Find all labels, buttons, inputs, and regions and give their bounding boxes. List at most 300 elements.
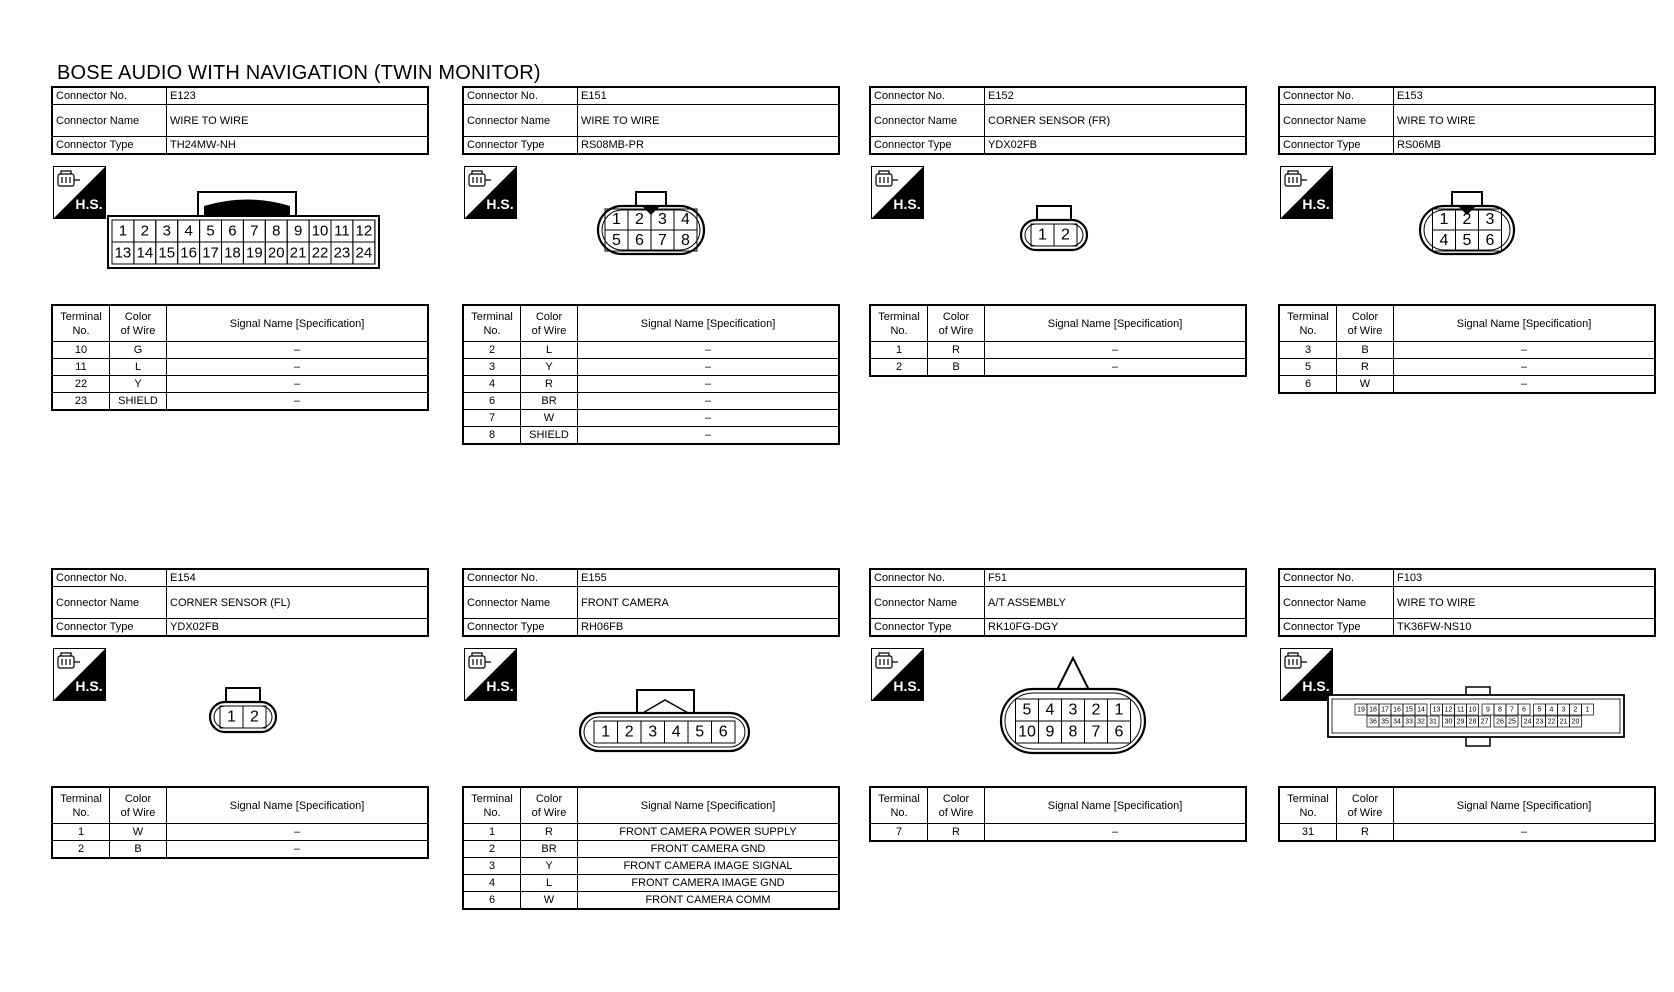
pin-label: 5 <box>1537 706 1542 714</box>
table-row <box>52 393 428 411</box>
wire-color-cell: W <box>110 824 167 841</box>
pin-label: 24 <box>355 244 373 262</box>
connector-name-label: Connector Name <box>1279 105 1394 137</box>
hs-label: H.S. <box>75 678 103 694</box>
connector-no-value: E155 <box>578 569 840 587</box>
table-row <box>52 359 428 376</box>
connector-face-diagram <box>205 680 281 740</box>
wire-color-cell: B <box>110 841 167 859</box>
pin-label: 2 <box>1061 226 1070 244</box>
hs-label: H.S. <box>486 678 514 694</box>
pin-label: 22 <box>1547 718 1556 726</box>
connector-type-label: Connector Type <box>1279 137 1394 155</box>
connector-name-label: Connector Name <box>463 587 578 619</box>
pin-label: 3 <box>648 723 658 741</box>
table-row <box>52 376 428 393</box>
pin-label: 3 <box>1485 211 1495 228</box>
connector-name-label: Connector Name <box>463 105 578 137</box>
pin-label: 5 <box>695 723 705 741</box>
pin-label: 9 <box>293 222 303 240</box>
signal-name-header: Signal Name [Specification] <box>1394 305 1656 342</box>
color-of-wire-header: Color of Wire <box>928 787 985 824</box>
terminal-no-header: Terminal No. <box>870 305 928 342</box>
hs-label: H.S. <box>893 678 921 694</box>
hs-icon <box>53 166 106 219</box>
signal-name-cell: FRONT CAMERA GND <box>578 841 840 858</box>
connector-name-value: WIRE TO WIRE <box>578 105 840 137</box>
color-of-wire-header: Color of Wire <box>928 305 985 342</box>
terminal-no-cell: 4 <box>463 875 521 892</box>
wire-color-cell: R <box>1337 359 1394 376</box>
pin-label: 2 <box>250 708 259 726</box>
hs-label: H.S. <box>893 196 921 212</box>
terminal-signal-table <box>1278 304 1656 394</box>
connector-no-value: F51 <box>985 569 1247 587</box>
connector-type-label: Connector Type <box>870 619 985 637</box>
connector-no-label: Connector No. <box>463 569 578 587</box>
hs-icon <box>871 166 924 219</box>
connector-name-value: WIRE TO WIRE <box>1394 105 1656 137</box>
table-row <box>1279 824 1655 842</box>
hs-icon <box>1280 166 1333 219</box>
wire-color-cell: Y <box>521 858 578 875</box>
pin-label: 11 <box>334 222 350 240</box>
signal-name-cell: – <box>167 359 429 376</box>
connector-name-label: Connector Name <box>1279 587 1394 619</box>
connector-block <box>51 86 429 446</box>
terminal-no-header: Terminal No. <box>52 787 110 824</box>
connector-no-label: Connector No. <box>52 569 167 587</box>
pin-label: 14 <box>1417 706 1425 714</box>
table-row <box>463 824 839 841</box>
hs-label: H.S. <box>1302 678 1330 694</box>
pin-label: 3 <box>658 211 667 228</box>
pin-label: 5 <box>206 222 215 240</box>
pin-label: 3 <box>1561 706 1566 714</box>
connector-type-label: Connector Type <box>52 137 167 155</box>
table-row <box>463 359 839 376</box>
table-row <box>52 342 428 359</box>
wire-color-cell: L <box>521 875 578 892</box>
wire-color-cell: SHIELD <box>521 427 578 445</box>
connector-type-label: Connector Type <box>870 137 985 155</box>
connector-no-label: Connector No. <box>870 87 985 105</box>
signal-name-cell: FRONT CAMERA IMAGE SIGNAL <box>578 858 840 875</box>
connector-no-label: Connector No. <box>52 87 167 105</box>
pin-label: 8 <box>272 222 281 240</box>
wire-color-cell: R <box>928 824 985 842</box>
connector-block <box>1278 568 1656 928</box>
connector-type-label: Connector Type <box>463 619 578 637</box>
hs-icon <box>53 648 106 701</box>
signal-name-cell: – <box>1394 376 1656 394</box>
color-of-wire-header: Color of Wire <box>521 787 578 824</box>
connector-block <box>1278 86 1656 446</box>
terminal-no-cell: 4 <box>463 376 521 393</box>
connector-face-diagram <box>1016 198 1092 258</box>
terminal-no-cell: 22 <box>52 376 110 393</box>
table-row <box>463 393 839 410</box>
pin-label: 34 <box>1393 718 1401 726</box>
connector-header-table <box>1278 568 1656 637</box>
pin-label: 4 <box>1549 706 1554 714</box>
terminal-no-cell: 6 <box>463 892 521 910</box>
wire-color-cell: Y <box>521 359 578 376</box>
connector-header-table <box>869 568 1247 637</box>
pin-label: 23 <box>1535 718 1544 726</box>
table-row <box>463 427 839 445</box>
terminal-no-cell: 1 <box>463 824 521 841</box>
connector-face-diagram <box>1326 686 1626 748</box>
pin-label: 7 <box>1091 723 1101 741</box>
connector-name-value: A/T ASSEMBLY <box>985 587 1247 619</box>
connector-block <box>51 568 429 928</box>
pin-label: 6 <box>1114 723 1124 741</box>
signal-name-cell: – <box>1394 359 1656 376</box>
table-row <box>52 841 428 859</box>
pin-label: 36 <box>1369 718 1377 726</box>
pin-label: 19 <box>246 244 263 262</box>
connector-block <box>462 86 840 446</box>
terminal-no-cell: 8 <box>463 427 521 445</box>
connector-header-table <box>1278 86 1656 155</box>
pin-label: 8 <box>1068 723 1078 741</box>
pin-label: 1 <box>1439 211 1449 228</box>
terminal-signal-table <box>51 786 429 859</box>
pin-label: 16 <box>1393 706 1401 714</box>
signal-name-cell: – <box>578 359 840 376</box>
pin-label: 1 <box>1585 706 1590 714</box>
pin-label: 25 <box>1508 718 1516 726</box>
wire-color-cell: R <box>928 342 985 359</box>
connector-type-value: RS08MB-PR <box>578 137 840 155</box>
terminal-no-cell: 7 <box>870 824 928 842</box>
pin-label: 4 <box>681 211 690 228</box>
terminal-no-header: Terminal No. <box>870 787 928 824</box>
hs-label: H.S. <box>75 196 103 212</box>
color-of-wire-header: Color of Wire <box>1337 305 1394 342</box>
pin-label: 3 <box>1068 701 1078 719</box>
connector-type-label: Connector Type <box>52 619 167 637</box>
terminal-no-cell: 3 <box>463 858 521 875</box>
wire-color-cell: G <box>110 342 167 359</box>
wire-color-cell: B <box>928 359 985 377</box>
connector-header-table <box>462 86 840 155</box>
wire-color-cell: B <box>1337 342 1394 359</box>
signal-name-header: Signal Name [Specification] <box>167 787 429 824</box>
pin-label: 35 <box>1381 718 1389 726</box>
terminal-no-header: Terminal No. <box>1279 787 1337 824</box>
terminal-no-cell: 2 <box>463 342 521 359</box>
connector-header-table <box>51 86 429 155</box>
signal-name-header: Signal Name [Specification] <box>985 305 1247 342</box>
connector-name-value: WIRE TO WIRE <box>1394 587 1656 619</box>
wire-color-cell: L <box>110 359 167 376</box>
signal-name-cell: – <box>578 427 840 445</box>
terminal-no-cell: 7 <box>463 410 521 427</box>
pin-label: 26 <box>1496 718 1504 726</box>
hs-icon <box>871 648 924 701</box>
pin-label: 32 <box>1417 718 1425 726</box>
pin-label: 33 <box>1405 718 1413 726</box>
wire-color-cell: W <box>1337 376 1394 394</box>
pin-label: 19 <box>1357 706 1365 714</box>
pin-label: 6 <box>635 232 644 249</box>
terminal-no-cell: 10 <box>52 342 110 359</box>
connector-header-table <box>869 86 1247 155</box>
signal-name-cell: – <box>167 376 429 393</box>
pin-label: 2 <box>1091 701 1101 719</box>
connector-type-value: RK10FG-DGY <box>985 619 1247 637</box>
terminal-no-cell: 31 <box>1279 824 1337 842</box>
pin-label: 5 <box>1022 701 1032 719</box>
signal-name-cell: – <box>167 342 429 359</box>
connector-face-diagram <box>593 184 709 262</box>
table-row <box>463 376 839 393</box>
hs-label: H.S. <box>1302 196 1330 212</box>
table-row <box>52 824 428 841</box>
terminal-no-cell: 23 <box>52 393 110 411</box>
pin-label: 20 <box>267 244 285 262</box>
connector-no-label: Connector No. <box>1279 87 1394 105</box>
pin-label: 10 <box>311 222 329 240</box>
wire-color-cell: SHIELD <box>110 393 167 411</box>
wire-color-cell: L <box>521 342 578 359</box>
connector-type-value: YDX02FB <box>167 619 429 637</box>
terminal-no-cell: 6 <box>1279 376 1337 394</box>
connector-no-value: E153 <box>1394 87 1656 105</box>
terminal-no-header: Terminal No. <box>463 787 521 824</box>
connector-name-value: CORNER SENSOR (FL) <box>167 587 429 619</box>
terminal-no-cell: 2 <box>870 359 928 377</box>
signal-name-cell: FRONT CAMERA IMAGE GND <box>578 875 840 892</box>
connector-block <box>869 568 1247 928</box>
connector-no-value: E154 <box>167 569 429 587</box>
connector-face-diagram <box>1415 184 1519 262</box>
connector-type-value: RH06FB <box>578 619 840 637</box>
signal-name-cell: – <box>1394 824 1656 842</box>
pin-label: 2 <box>624 723 634 741</box>
pin-label: 10 <box>1468 706 1477 714</box>
connector-name-value: WIRE TO WIRE <box>167 105 429 137</box>
pin-label: 6 <box>718 723 728 741</box>
connector-no-value: F103 <box>1394 569 1656 587</box>
connector-no-label: Connector No. <box>870 569 985 587</box>
signal-name-cell: – <box>167 824 429 841</box>
pin-label: 6 <box>1522 706 1526 714</box>
pin-label: 31 <box>1429 718 1437 726</box>
signal-name-cell: – <box>578 410 840 427</box>
color-of-wire-header: Color of Wire <box>110 787 167 824</box>
color-of-wire-header: Color of Wire <box>110 305 167 342</box>
signal-name-cell: – <box>985 359 1247 377</box>
signal-name-cell: – <box>578 393 840 410</box>
table-row <box>463 410 839 427</box>
wire-color-cell: W <box>521 410 578 427</box>
pin-label: 9 <box>1486 706 1490 714</box>
terminal-signal-table <box>869 786 1247 842</box>
signal-name-header: Signal Name [Specification] <box>578 305 840 342</box>
pin-label: 13 <box>114 244 132 262</box>
pin-label: 9 <box>1045 723 1055 741</box>
connector-no-label: Connector No. <box>1279 569 1394 587</box>
connector-name-label: Connector Name <box>870 105 985 137</box>
table-row <box>1279 342 1655 359</box>
pin-label: 29 <box>1456 718 1465 726</box>
connector-block <box>869 86 1247 446</box>
pin-label: 12 <box>355 222 373 240</box>
pin-label: 1 <box>1114 701 1124 719</box>
pin-label: 11 <box>1456 706 1465 714</box>
connector-type-label: Connector Type <box>1279 619 1394 637</box>
table-row <box>463 858 839 875</box>
signal-name-cell: FRONT CAMERA POWER SUPPLY <box>578 824 840 841</box>
connector-name-value: CORNER SENSOR (FR) <box>985 105 1247 137</box>
pin-label: 6 <box>228 222 237 240</box>
pin-label: 7 <box>658 232 667 249</box>
terminal-no-cell: 2 <box>52 841 110 859</box>
pin-label: 15 <box>1405 706 1413 714</box>
pin-label: 17 <box>202 244 219 262</box>
connector-name-value: FRONT CAMERA <box>578 587 840 619</box>
table-row <box>870 824 1246 842</box>
terminal-no-cell: 3 <box>1279 342 1337 359</box>
pin-label: 14 <box>136 244 154 262</box>
terminal-signal-table <box>869 304 1247 377</box>
pin-label: 4 <box>1045 701 1055 719</box>
signal-name-header: Signal Name [Specification] <box>578 787 840 824</box>
table-row <box>463 342 839 359</box>
pin-label: 21 <box>1559 718 1568 726</box>
signal-name-header: Signal Name [Specification] <box>985 787 1247 824</box>
pin-label: 6 <box>1485 232 1495 249</box>
pin-label: 2 <box>1462 211 1472 228</box>
pin-label: 20 <box>1571 718 1580 726</box>
signal-name-cell: FRONT CAMERA COMM <box>578 892 840 910</box>
pin-label: 1 <box>227 708 236 726</box>
pin-label: 13 <box>1432 706 1441 714</box>
pin-label: 18 <box>1369 706 1377 714</box>
table-row <box>1279 359 1655 376</box>
terminal-no-header: Terminal No. <box>463 305 521 342</box>
pin-label: 7 <box>1510 706 1514 714</box>
pin-label: 1 <box>1038 226 1047 244</box>
table-row <box>463 875 839 892</box>
pin-label: 4 <box>1439 232 1449 249</box>
terminal-no-header: Terminal No. <box>52 305 110 342</box>
pin-label: 28 <box>1468 718 1477 726</box>
terminal-no-cell: 2 <box>463 841 521 858</box>
pin-label: 8 <box>1498 706 1502 714</box>
signal-name-cell: – <box>167 841 429 859</box>
signal-name-cell: – <box>578 342 840 359</box>
connector-type-value: YDX02FB <box>985 137 1247 155</box>
pin-label: 5 <box>1462 232 1472 249</box>
terminal-no-cell: 1 <box>52 824 110 841</box>
pin-label: 27 <box>1480 718 1489 726</box>
pin-label: 10 <box>1018 723 1036 741</box>
table-row <box>463 841 839 858</box>
connector-no-label: Connector No. <box>463 87 578 105</box>
terminal-no-cell: 3 <box>463 359 521 376</box>
pin-label: 4 <box>671 723 681 741</box>
connector-type-value: RS06MB <box>1394 137 1656 155</box>
wire-color-cell: W <box>521 892 578 910</box>
page-title: BOSE AUDIO WITH NAVIGATION (TWIN MONITOR) <box>57 62 541 84</box>
pin-label: 5 <box>612 232 621 249</box>
table-row <box>463 892 839 910</box>
connector-name-label: Connector Name <box>52 105 167 137</box>
terminal-no-cell: 6 <box>463 393 521 410</box>
wire-color-cell: R <box>521 376 578 393</box>
terminal-signal-table <box>1278 786 1656 842</box>
connector-type-label: Connector Type <box>463 137 578 155</box>
pin-label: 7 <box>250 222 259 240</box>
pin-label: 1 <box>118 222 128 240</box>
connector-face-diagram <box>107 191 397 271</box>
signal-name-header: Signal Name [Specification] <box>167 305 429 342</box>
terminal-signal-table <box>462 786 840 910</box>
signal-name-cell: – <box>1394 342 1656 359</box>
color-of-wire-header: Color of Wire <box>1337 787 1394 824</box>
hs-icon <box>464 648 517 701</box>
pin-label: 15 <box>158 244 176 262</box>
signal-name-header: Signal Name [Specification] <box>1394 787 1656 824</box>
pin-label: 1 <box>612 211 621 228</box>
connector-block <box>462 568 840 928</box>
signal-name-cell: – <box>985 824 1247 842</box>
pin-label: 12 <box>1444 706 1453 714</box>
connector-face-diagram <box>998 656 1148 756</box>
signal-name-cell: – <box>985 342 1247 359</box>
terminal-no-cell: 11 <box>52 359 110 376</box>
pin-label: 17 <box>1381 706 1389 714</box>
pin-label: 2 <box>1573 706 1578 714</box>
terminal-signal-table <box>51 304 429 411</box>
pin-label: 1 <box>601 723 611 741</box>
pin-label: 2 <box>140 222 150 240</box>
connector-no-value: E123 <box>167 87 429 105</box>
table-row <box>870 342 1246 359</box>
table-row <box>1279 376 1655 394</box>
color-of-wire-header: Color of Wire <box>521 305 578 342</box>
table-row <box>870 359 1246 377</box>
terminal-no-cell: 5 <box>1279 359 1337 376</box>
pin-label: 16 <box>180 244 197 262</box>
wire-color-cell: R <box>521 824 578 841</box>
wire-color-cell: BR <box>521 393 578 410</box>
connector-header-table <box>462 568 840 637</box>
connector-face-diagram <box>577 686 752 756</box>
connector-type-value: TK36FW-NS10 <box>1394 619 1656 637</box>
pin-label: 30 <box>1444 718 1453 726</box>
wire-color-cell: Y <box>110 376 167 393</box>
connector-no-value: E151 <box>578 87 840 105</box>
hs-label: H.S. <box>486 196 514 212</box>
terminal-no-header: Terminal No. <box>1279 305 1337 342</box>
pin-label: 3 <box>162 222 171 240</box>
pin-label: 4 <box>184 222 193 240</box>
connector-type-value: TH24MW-NH <box>167 137 429 155</box>
pin-label: 21 <box>289 244 307 262</box>
connector-name-label: Connector Name <box>52 587 167 619</box>
pin-label: 24 <box>1523 718 1532 726</box>
wire-color-cell: R <box>1337 824 1394 842</box>
pin-label: 18 <box>224 244 241 262</box>
pin-label: 23 <box>333 244 351 262</box>
connector-no-value: E152 <box>985 87 1247 105</box>
terminal-no-cell: 1 <box>870 342 928 359</box>
